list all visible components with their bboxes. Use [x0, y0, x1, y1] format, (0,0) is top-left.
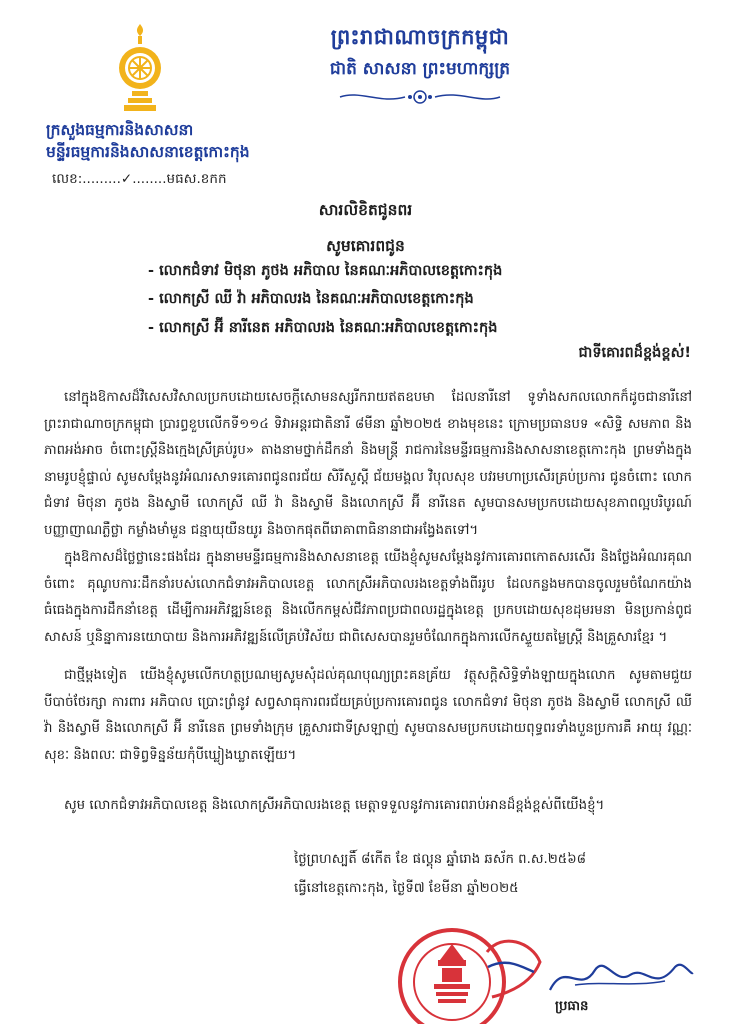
- official-seal-icon: [392, 912, 542, 1024]
- national-motto: ជាតិ សាសនា ព្រះមហាក្សត្រ: [329, 59, 511, 79]
- department-name: មន្ទីរធម្មការនិងសាសនាខេត្តកោះកុង: [46, 143, 250, 161]
- recipient-governor: - លោកជំទាវ មិថុនា ភូថង អភិបាល នៃគណៈអភិបាលខេត្តកោះកុង: [148, 263, 503, 279]
- issue-place-date: ធ្វើនៅខេត្តកោះកុង, ថ្ងៃទី៧ ខែមីនា ឆ្នាំ២០២៥: [294, 881, 519, 896]
- body-paragraph-1: នៅក្នុងឱកាសដ៏វិសេសវិសាលប្រកបដោយសេចក្តីសោមនស្សរីករាយឥតឧបមា ដែលនារីនៅ ទូទាំងសកលលោកក៏ដូចជានារីនៅព្រះរាជាណាចក្រកម្ពុជា ប្រារព្ធខួបលើកទី១១៤ ទិវាអន្តរជាតិនារី ៨មីនា ឆ្នាំ២០២៥ ខាងមុខនេះ ក្រោមប្រធានបទ «សិទ្ធិ សមភាព និងភាពអង់អាច ចំពោះស្ត្រីនិងក្មេងស្រីគ្រប់រូប» តាងនាមថ្នាក់ដឹកនាំ និងមន្ត្រី រាជការនៃមន្ទីរធម្មការនិងសាសនាខេត្តកោះកុង ព្រមទាំងក្នុងនាមរូបខ្ញុំផ្ទាល់ សូមសម្តែងនូវអំណរសាទរគោរពជូនពរជ័យ សិរីសួស្តី ជ័យមង្គល វិបុលសុខ បវរមហាប្រសើរគ្រប់ប្រការ ជូនចំពោះ លោកជំទាវ មិថុនា ភូថង និងស្វាមី លោកស្រី ឈី វ៉ា និងស្វាមី និងលោកស្រី អ៊ី នារីនេត សូមបានសមប្រកបដោយសុខភាពល្អបរិបូរណ៍ បញ្ញាញាណភ្លឺថ្លា កម្លាំងមាំមួន ជន្មាយុយឺនយូរ និងចាកផុតពីរោគាពាធិនានាជាអង្វែងតទៅ។: [44, 390, 692, 538]
- ornament-divider-icon: [330, 88, 510, 106]
- body-paragraph-2: ក្នុងឱកាសដ៏ថ្លៃថ្លានេះផងដែរ ក្នុងនាមមន្ទីរធម្មការនិងសាសនាខេត្ត យើងខ្ញុំសូមសម្តែងនូវការគោរពកោតសរសើរ និងថ្លែងអំណរគុណចំពោះ គុណូបការៈដឹកនាំរបស់លោកជំទាវអភិបាលខេត្ត លោកស្រីអភិបាលរងខេត្តទាំងពីររូប ដែលកន្លងមកបានចូលរួមចំណែកយ៉ាងធំធេងក្នុងការដឹកនាំខេត្ត ដើម្បីការអភិវឌ្ឍន៍ខេត្ត និងលើកកម្ពស់ជីវភាពប្រជាពលរដ្ឋក្នុងខេត្ត ប្រកបដោយសុខដុមរមនា មិនប្រកាន់ពូជសាសន៍ ឬនិន្នាការនយោបាយ និងការអភិវឌ្ឍន៍លើគ្រប់វិស័យ ជាពិសេសបានរួមចំណែកក្នុងការលើកស្ទួយតម្លៃស្ត្រី និងគ្រួសារខ្មែរ ។: [44, 550, 692, 645]
- signature-icon: [545, 955, 695, 1000]
- signer-title: ប្រធាន: [555, 999, 589, 1014]
- kingdom-heading: ព្រះរាជាណាចក្រកម្ពុជា: [330, 25, 510, 49]
- body-paragraph-4: សូម លោកជំទាវអភិបាលខេត្ត និងលោកស្រីអភិបាលរងខេត្ត មេត្តាទទួលនូវការគោរពរាប់អានដ៏ខ្ពង់ខ្ពស់ពីយើងខ្ញុំ។: [64, 798, 605, 814]
- respect-line: សូមគោរពជូន: [326, 237, 405, 255]
- ministry-name: ក្រសួងធម្មការនិងសាសនា: [46, 121, 194, 139]
- lunar-date: ថ្ងៃព្រហស្បតិ៍ ៨កើត ខែ ផល្គុន ឆ្នាំរោង ឆស័ក ព.ស.២៥៦៨: [294, 852, 587, 867]
- body-paragraph-3: ជាថ្មីម្តងទៀត យើងខ្ញុំសូមលើកហត្ថប្រណម្យសូមសុំដល់គុណបុណ្យព្រះគនគ្រ័យ វត្ថុសក្តិសិទ្ធិទាំងឡាយក្នុងលោក សូមតាមជួយបីបាច់ថែរក្សា ការពារ អភិបាល ប្រោះព្រំនូវ សព្វសាធុការពរជ័យគ្រប់ប្រការគោរពជូន លោកជំទាវ មិថុនា ភូថង និងស្វាមី លោកស្រី ឈី វ៉ា និងស្វាមី និងលោកស្រី អ៊ី នារីនេត ព្រមទាំងក្រុម គ្រួសារជាទីស្រឡាញ់ សូមបានសមប្រកបដោយពុទ្ធពរទាំងបួនប្រការគឺ អាយុ វណ្ណៈ សុខៈ និងពលៈ ជាទិព្វទិន្នន័យកុំបីឃ្លៀងឃ្លាតឡើយ។: [44, 668, 692, 763]
- ministry-logo-icon: [110, 20, 170, 115]
- recipient-deputy-governor-1: - លោកស្រី ឈី វ៉ា អភិបាលរង នៃគណៈអភិបាលខេត្តកោះកុង: [148, 291, 474, 307]
- address-closing: ជាទីគោរពដ៏ខ្ពង់ខ្ពស់!: [578, 345, 691, 361]
- reference-number: លេខ:.........✓........មធស.ខកក: [52, 171, 227, 187]
- recipient-deputy-governor-2: - លោកស្រី អ៊ី នារីនេត អភិបាលរង នៃគណៈអភិបាលខេត្តកោះកុង: [148, 320, 498, 336]
- document-title: សារលិខិតជូនពរ: [318, 201, 413, 219]
